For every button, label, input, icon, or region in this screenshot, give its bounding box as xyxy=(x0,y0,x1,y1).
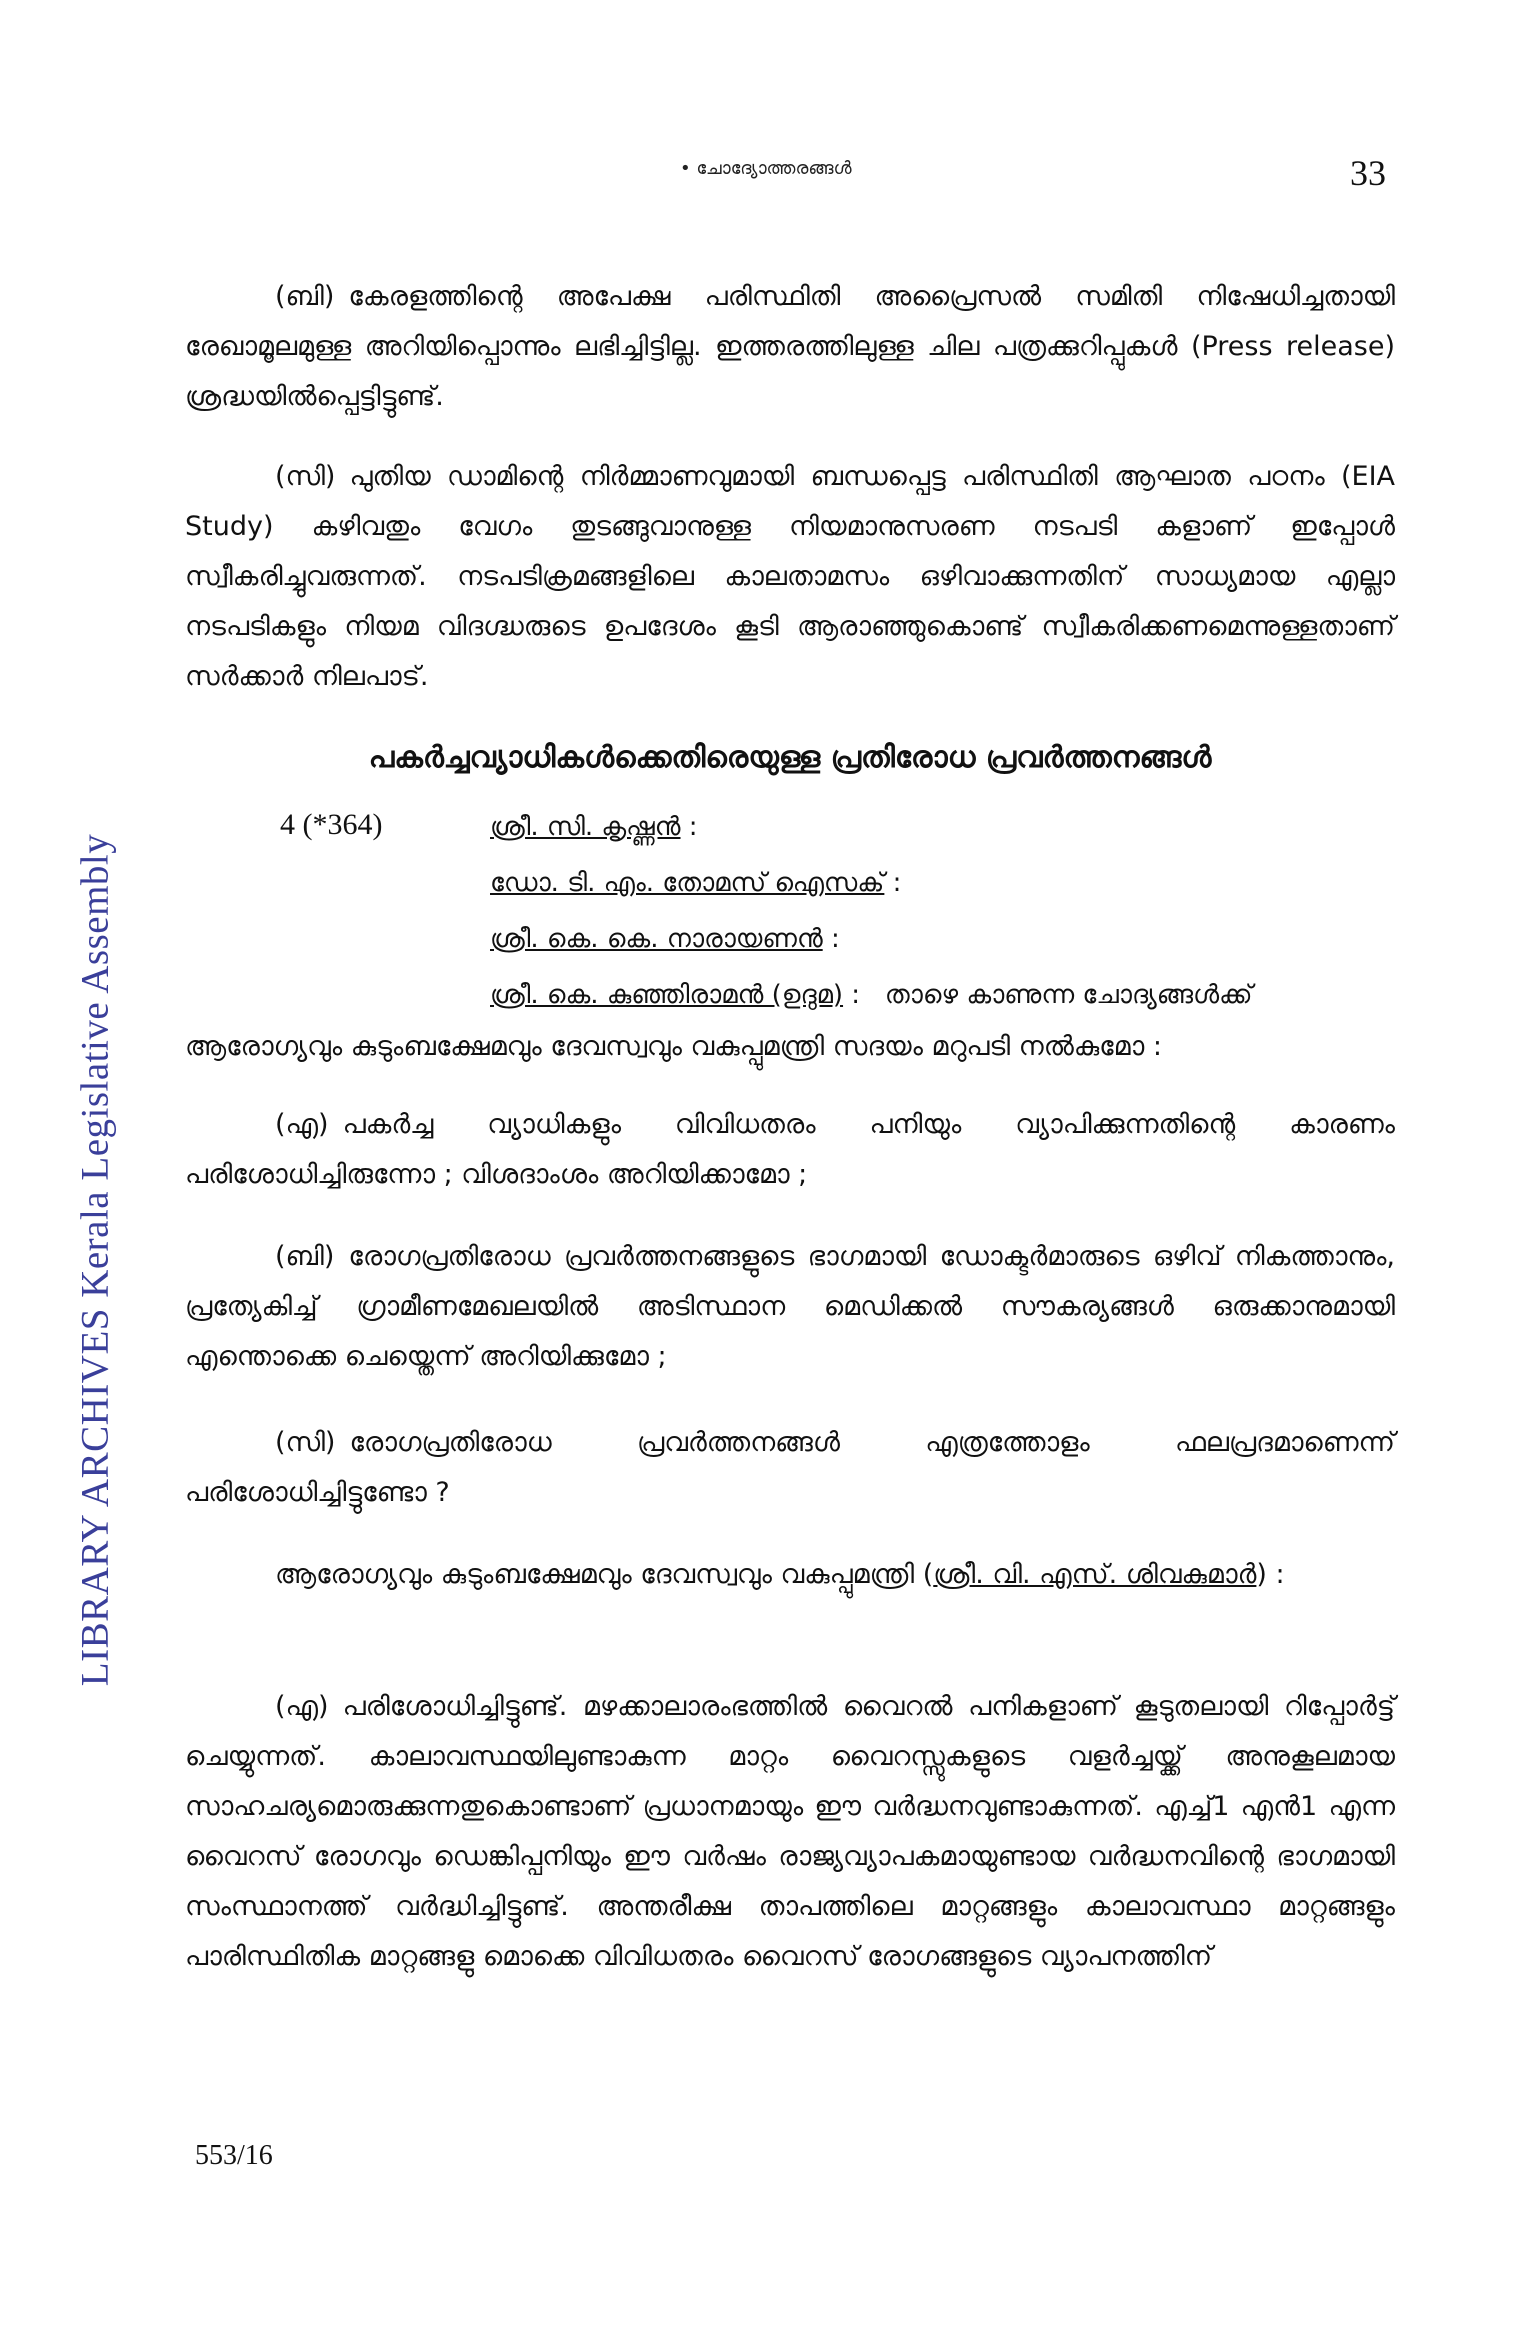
member-sep: : xyxy=(884,868,902,898)
member-name: ഡോ. ടി. എം. തോമസ് ഐസക് xyxy=(490,868,885,898)
minister-name: ശ്രീ. വി. എസ്. ശിവകുമാർ xyxy=(933,1559,1257,1590)
member-sep: : xyxy=(680,812,698,842)
answer-b-paragraph xyxy=(185,272,1395,422)
answer-b-label: (ബി) xyxy=(275,281,335,312)
member-name: ശ്രീ. സി. കൃഷ്ണൻ xyxy=(490,812,681,842)
member-3 xyxy=(490,924,840,955)
member-4 xyxy=(490,980,1253,1011)
answer-a-label: (എ) xyxy=(275,1691,329,1722)
question-part-c-text: രോഗപ്രതിരോധ പ്രവർത്തനങ്ങൾ എത്രത്തോളം ഫലപ്രദമാണെന്ന് പരിശോധിച്ചിട്ടുണ്ടോ ? xyxy=(185,1427,1395,1508)
question-part-a xyxy=(185,1100,1395,1200)
member-sep: : xyxy=(822,924,840,954)
member-2 xyxy=(490,868,901,899)
question-part-b-label: (ബി) xyxy=(275,1241,335,1272)
answer-c-label: (സി) xyxy=(275,461,336,492)
answer-a-text: പരിശോധിച്ചിട്ടുണ്ട്. മഴക്കാലാരംഭത്തിൽ വൈറൽ പനികളാണ് കൂടുതലായി റിപ്പോർട്ട് ചെയ്യുന്നത്. കാലാവസ്ഥയിലുണ്ടാകുന്ന മാറ്റം വൈറസ്സുകളുടെ വളർച്ചയ്ക്ക് അനുകൂലമായ സാഹചര്യമൊരുക്കുന്നതുകൊണ്ടാണ് പ്രധാനമായും ഈ വർദ്ധനവുണ്ടാകുന്നത്. എച്ച്1 എൻ1 എന്ന വൈറസ് രോഗവും ഡെങ്കിപ്പനിയും ഈ വർഷം രാജ്യവ്യാപകമായുണ്ടായ വർദ്ധനവിന്റെ ഭാഗമായി സംസ്ഥാനത്ത് വർദ്ധിച്ചിട്ടുണ്ട്. അന്തരീക്ഷ താപത്തിലെ മാറ്റങ്ങളും കാലാവസ്ഥാ മാറ്റങ്ങളും പാരിസ്ഥിതിക മാറ്റങ്ങളു മൊക്കെ വിവിധതരം വൈറസ് രോഗങ്ങളുടെ വ്യാപനത്തിന് xyxy=(185,1691,1395,1972)
section-heading: പകർച്ചവ്യാധികൾക്കെതിരെയുള്ള പ്രതിരോധ പ്രവർത്തനങ്ങൾ xyxy=(368,740,1212,775)
minister-prefix: ആരോഗ്യവും കുടുംബക്ഷേമവും ദേവസ്വവും വകുപ്പുമന്ത്രി ( xyxy=(275,1559,934,1590)
minister-suffix: ) : xyxy=(1256,1559,1285,1590)
question-part-c xyxy=(185,1418,1395,1518)
archive-watermark: LIBRARY ARCHIVES Kerala Legislative Assembly xyxy=(73,833,117,1687)
member-1 xyxy=(490,812,698,843)
answer-c-text: പുതിയ ഡാമിന്റെ നിർമ്മാണവുമായി ബന്ധപ്പെട്ട പരിസ്ഥിതി ആഘാത പഠനം (EIA Study) കഴിവതും വേഗം തുടങ്ങുവാനുള്ള നിയമാനുസരണ നടപടി കളാണ് ഇപ്പോൾ സ്വീകരിച്ചുവരുന്നത്. നടപടിക്രമങ്ങളിലെ കാലതാമസം ഒഴിവാക്കുന്നതിന് സാധ്യമായ എല്ലാ നടപടികളും നിയമ വിദഗ്ദ്ധരുടെ ഉപദേശം കൂടി ആരാഞ്ഞുകൊണ്ട് സ്വീകരിക്കണമെന്നുള്ളതാണ് സർക്കാർ നിലപാട്. xyxy=(185,461,1395,692)
question-part-c-label: (സി) xyxy=(275,1427,336,1458)
answer-a-paragraph xyxy=(185,1682,1395,1982)
minister-line xyxy=(185,1550,1395,1600)
page-number: 33 xyxy=(1350,153,1386,193)
answer-c-paragraph xyxy=(185,452,1395,702)
question-tail: താഴെ കാണുന്ന ചോദ്യങ്ങൾക്ക് xyxy=(884,980,1253,1010)
question-part-a-label: (എ) xyxy=(275,1109,329,1140)
question-part-b-text: രോഗപ്രതിരോധ പ്രവർത്തനങ്ങളുടെ ഭാഗമായി ഡോക്ടർമാരുടെ ഒഴിവ് നികത്താനും, പ്രത്യേകിച്ച് ഗ്രാമീണമേഖലയിൽ അടിസ്ഥാന മെഡിക്കൽ സൗകര്യങ്ങൾ ഒരുക്കാനുമായി എന്തൊക്കെ ചെയ്തെന്ന് അറിയിക്കുമോ ; xyxy=(185,1241,1395,1372)
member-name: ശ്രീ. കെ. കുഞ്ഞിരാമൻ (ഉദുമ) xyxy=(490,980,844,1010)
addressed-to: ആരോഗ്യവും കുടുംബക്ഷേമവും ദേവസ്വവും വകുപ്പുമന്ത്രി സദയം മറുപടി നൽകുമോ : xyxy=(185,1031,1162,1062)
question-part-b xyxy=(185,1232,1395,1382)
footer-code: 553/16 xyxy=(195,2140,273,2171)
question-number: 4 (*364) xyxy=(280,808,383,841)
member-sep: : xyxy=(843,980,861,1010)
question-part-a-text: പകർച്ച വ്യാധികളും വിവിധതരം പനിയും വ്യാപിക്കുന്നതിന്റെ കാരണം പരിശോധിച്ചിരുന്നോ ; വിശദാംശം അറിയിക്കാമോ ; xyxy=(185,1109,1395,1190)
running-title: • ചോദ്യോത്തരങ്ങൾ xyxy=(680,158,852,179)
member-name: ശ്രീ. കെ. കെ. നാരായണൻ xyxy=(490,924,823,954)
answer-b-text: കേരളത്തിന്റെ അപേക്ഷ പരിസ്ഥിതി അപ്രൈസൽ സമിതി നിഷേധിച്ചതായി രേഖാമൂലമുള്ള അറിയിപ്പൊന്നും ലഭിച്ചിട്ടില്ല. ഇത്തരത്തിലുള്ള ചില പത്രക്കുറിപ്പുകൾ (Press release) ശ്രദ്ധയിൽപ്പെട്ടിട്ടുണ്ട്. xyxy=(185,281,1395,412)
